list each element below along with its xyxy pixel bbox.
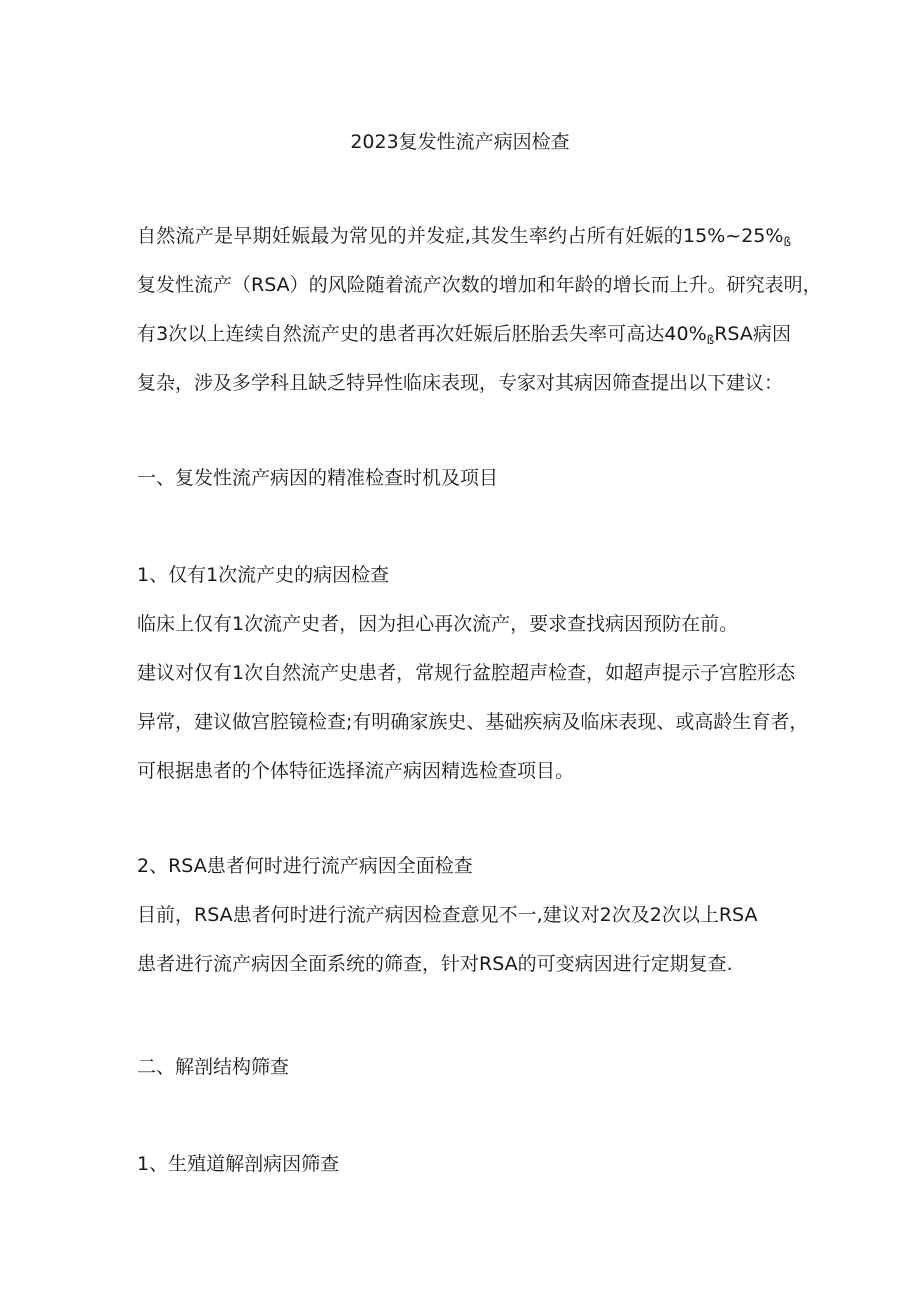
section-1-heading: 一、复发性流产病因的精准检查时机及项目 — [137, 467, 499, 489]
section-1-item-1-heading: 1、仅有1次流产史的病因检查 — [137, 564, 390, 586]
section-1-item-1-line-2: 建议对仅有1次自然流产史患者，常规行盆腔超声检查，如超声提示子宫腔形态 — [137, 662, 796, 684]
section-1-item-2-heading: 2、RSA患者何时进行流产病因全面检查 — [137, 855, 473, 877]
section-2-heading: 二、解剖结构筛查 — [137, 1056, 290, 1078]
section-2-item-1-heading: 1、生殖道解剖病因筛查 — [137, 1153, 340, 1175]
subscript-beta: ß — [706, 333, 715, 347]
subscript-beta: ß — [783, 235, 791, 249]
document-title: 2023复发性流产病因检查 — [350, 131, 570, 153]
section-1-item-1-line-1: 临床上仅有1次流产史者，因为担心再次流产，要求查找病因预防在前。 — [137, 613, 739, 635]
intro-line-3: 有3次以上连续自然流产史的患者再次妊娠后胚胎丢失率可高达$40\%_ßRSA$病因 — [137, 323, 791, 347]
section-1-item-1-line-4: 可根据患者的个体特征选择流产病因精选检查项目。 — [137, 760, 575, 782]
section-1-item-1-line-3: 异常，建议做宫腔镜检查;有明确家族史、基础疾病及临床表现、或高龄生育者， — [137, 711, 809, 733]
intro-line-2: 复发性流产（RSA）的风险随着流产次数的增加和年龄的增长而上升。研究表明， — [137, 274, 822, 296]
section-1-item-2-line-2: 患者进行流产病因全面系统的筛查，针对RSA的可变病因进行定期复查. — [137, 953, 733, 975]
intro-line-1: 自然流产是早期妊娠最为常见的并发症,其发生率约占所有妊娠的$15\%\sim 25\%_ß$ — [137, 225, 791, 249]
section-1-item-2-line-1: 目前，RSA患者何时进行流产病因检查意见不一,建议对2次及2次以上RSA — [137, 904, 758, 926]
intro-line-4: 复杂，涉及多学科且缺乏特异性临床表现，专家对其病因筛查提出以下建议： — [137, 372, 784, 394]
